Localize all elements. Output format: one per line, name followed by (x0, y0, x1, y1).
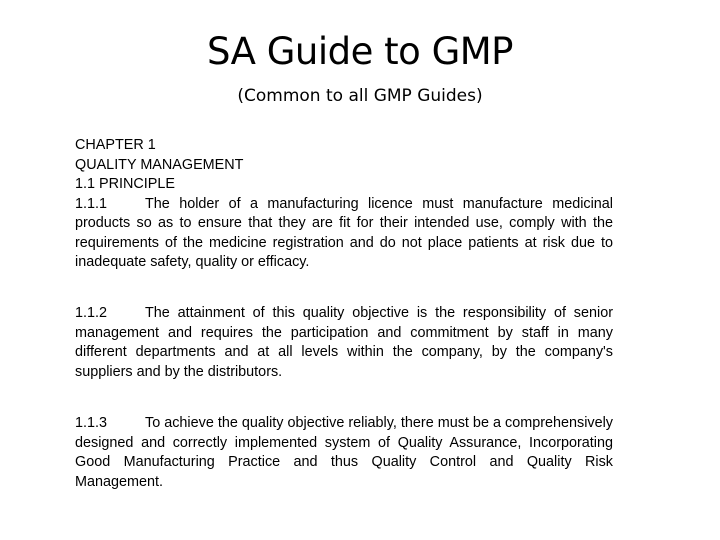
section-heading: QUALITY MANAGEMENT (75, 156, 244, 173)
chapter-heading: CHAPTER 1 (75, 137, 156, 153)
paragraph-number: 1.1.3 (75, 415, 108, 431)
paragraph (75, 304, 613, 382)
paragraph-text: The attainment of this quality objective is the responsibility of senior management and requires the participation and commitment by staff in many different departments and at all levels within the company, by the company's suppliers and by the distributors. (75, 305, 613, 380)
paragraph-text: The holder of a manufacturing licence must manufacture medicinal products so as to ensure that they are fit for their intended use, comply with the requirements of the medicine registration and do not place patients at risk due to inadequate safety, quality or efficacy. (75, 195, 613, 270)
page-title: SA Guide to GMP (207, 30, 513, 73)
principle-heading: 1.1 PRINCIPLE (75, 176, 175, 192)
paragraph-number: 1.1.2 (75, 305, 108, 321)
paragraph (75, 414, 613, 492)
paragraph-text: To achieve the quality objective reliably, there must be a comprehensively designed and correctly implemented system of Quality Assurance, Incorporating Good Manufacturing Practice and thus Quality Control and Quality Risk Management. (75, 415, 613, 490)
paragraph-number: 1.1.1 (75, 195, 108, 212)
paragraph (75, 195, 613, 273)
heading-block (75, 136, 613, 195)
page-subtitle: (Common to all GMP Guides) (237, 86, 483, 106)
